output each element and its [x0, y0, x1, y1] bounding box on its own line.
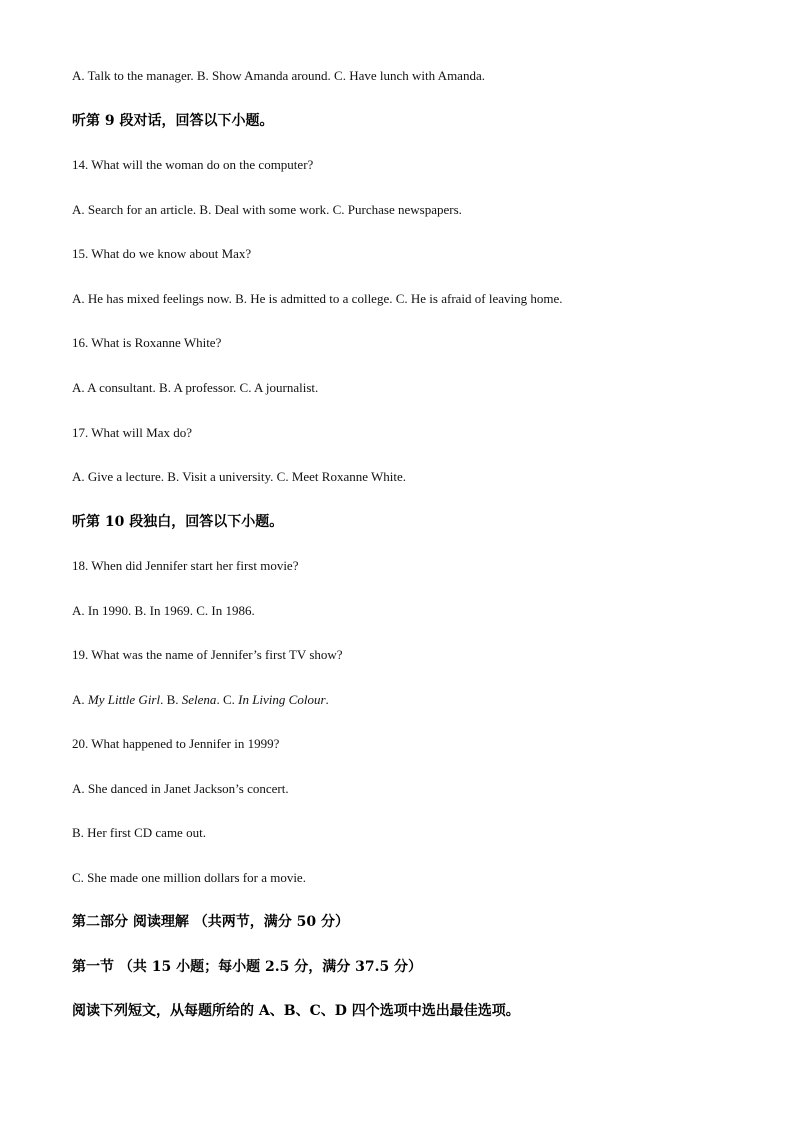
q19-option-c-title: In Living Colour	[238, 692, 326, 707]
section-heading-monologue-10: 听第 10 段独白，回答以下小题。	[72, 514, 284, 530]
q19-option-b-prefix: . B.	[160, 692, 182, 707]
q16-options: A. A consultant. B. A professor. C. A journalist.	[72, 380, 319, 395]
q14-options: A. Search for an article. B. Deal with some work. C. Purchase newspapers.	[72, 202, 462, 217]
section-one-heading: 第一节 （共 15 小题；每小题 2.5 分，满分 37.5 分）	[72, 959, 423, 975]
section-heading-dialogue-9: 听第 9 段对话，回答以下小题。	[72, 113, 274, 129]
q13-options: A. Talk to the manager. B. Show Amanda around. C. Have lunch with Amanda.	[72, 68, 485, 83]
question-18: 18. When did Jennifer start her first movie?	[72, 558, 299, 573]
q15-options: A. He has mixed feelings now. B. He is admitted to a college. C. He is afraid of leaving home.	[72, 291, 563, 306]
q18-options: A. In 1990. B. In 1969. C. In 1986.	[72, 603, 255, 618]
q19-option-a-title: My Little Girl	[87, 692, 161, 707]
q19-option-b-title: Selena	[181, 692, 217, 707]
question-20: 20. What happened to Jennifer in 1999?	[72, 736, 280, 751]
q20-option-c: C. She made one million dollars for a movie.	[72, 870, 306, 885]
q19-option-c-prefix: . C.	[216, 692, 239, 707]
q17-options: A. Give a lecture. B. Visit a university. C. Meet Roxanne White.	[72, 469, 407, 484]
reading-instructions: 阅读下列短文，从每题所给的 A、B、C、D 四个选项中选出最佳选项。	[72, 1003, 520, 1019]
question-15: 15. What do we know about Max?	[72, 246, 252, 261]
q20-option-a: A. She danced in Janet Jackson’s concert.	[72, 781, 289, 796]
part-two-heading: 第二部分 阅读理解 （共两节，满分 50 分）	[72, 914, 349, 930]
question-16: 16. What is Roxanne White?	[72, 335, 222, 350]
q19-option-a-prefix: A.	[72, 692, 88, 707]
q20-option-b: B. Her first CD came out.	[72, 825, 206, 840]
question-19: 19. What was the name of Jennifer’s first TV show?	[72, 647, 343, 662]
question-14: 14. What will the woman do on the computer?	[72, 157, 314, 172]
q19-option-end: .	[325, 692, 329, 707]
question-17: 17. What will Max do?	[72, 425, 192, 440]
q19-options	[72, 692, 329, 708]
